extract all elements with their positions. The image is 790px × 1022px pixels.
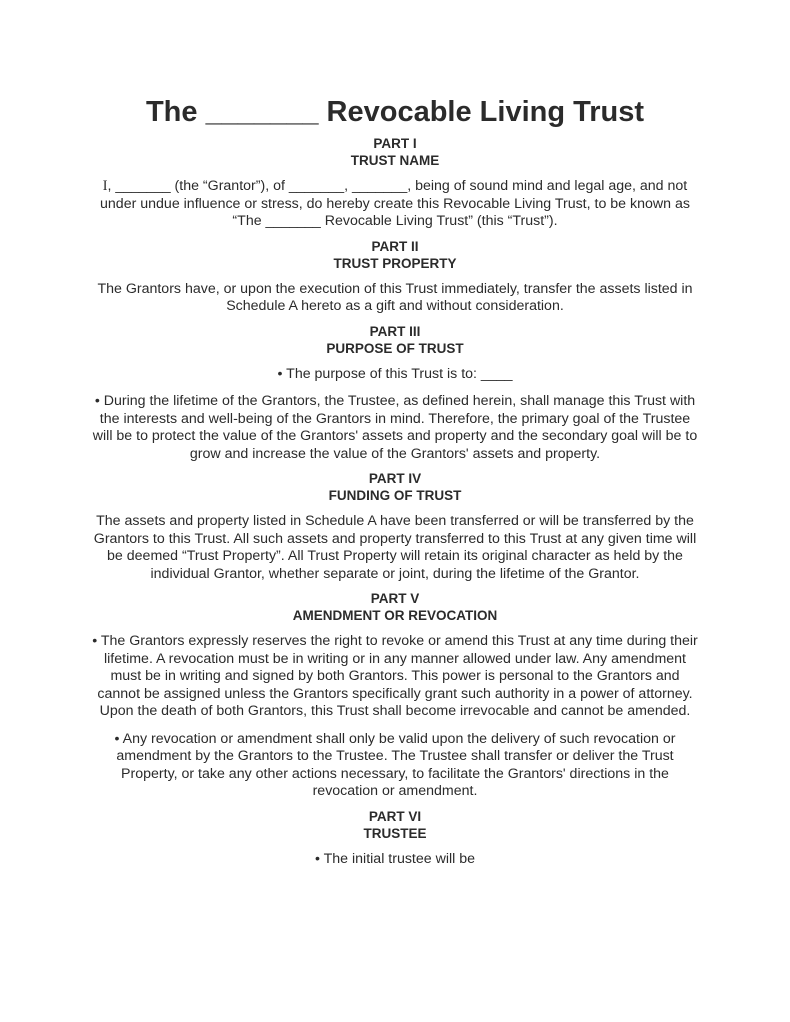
part-number: PART V [370, 591, 420, 606]
paragraph-text: , _______ (the “Grantor”), of _______, _______, being of sound mind and legal age, and not under undue influence or stress, do hereby create this Revocable Living Trust, to be known as “The _______ Revocable Living Trust” (this “Trust”). [100, 178, 690, 229]
intro-letter: I [102, 178, 108, 194]
paragraph: • The purpose of this Trust is to: ____ [277, 365, 513, 382]
paragraph [88, 178, 702, 231]
part-5 [88, 590, 702, 801]
part-4 [88, 470, 702, 583]
part-number: PART VI [368, 808, 422, 824]
paragraph: The Grantors have, or upon the execution of this Trust immediately, transfer the assets listed in Schedule A hereto as a gift and without consideration. [97, 280, 693, 314]
document-body [88, 95, 702, 868]
paragraph: • The initial trustee will be [314, 850, 476, 867]
part-heading: TRUST NAME [350, 153, 440, 168]
document-title: The _______ Revocable Living Trust [145, 96, 645, 128]
part-number: PART III [369, 323, 421, 339]
part-number: PART IV [368, 471, 422, 486]
paragraph: • During the lifetime of the Grantors, the Trustee, as defined herein, shall manage this Trust with the interests and well-being of the Grantors in mind. Therefore, the primary goal of the Trustee will be to protect the value of the Grantors' assets and property and the secondary goal will be to grow and increase the value of the Grantors' assets and property. [92, 393, 698, 462]
part-2 [88, 238, 702, 316]
part-number: PART I [373, 136, 417, 151]
part-heading: PURPOSE OF TRUST [326, 340, 464, 356]
paragraph: • The Grantors expressly reserves the right to revoke or amend this Trust at any time during their lifetime. A revocation must be in writing or in any manner allowed under law. Any amendment must be in writing and signed by both Grantors. This power is personal to the Grantors and cannot be assigned unless the Grantors specifically grant such authority in a power of attorney. Upon the death of both Grantors, this Trust shall become irrevocable and cannot be amended. [92, 633, 698, 719]
paragraph: • Any revocation or amendment shall only be valid upon the delivery of such revocation or amendment by the Grantors to the Trustee. The Trustee shall transfer or deliver the Trust Property, or take any other actions necessary, to facilitate the Grantors' directions in the revocation or amendment. [114, 730, 676, 799]
part-heading: TRUST PROPERTY [333, 255, 457, 271]
part-heading: FUNDING OF TRUST [328, 488, 462, 503]
part-heading: TRUSTEE [363, 825, 427, 841]
part-6 [88, 808, 702, 869]
part-heading: AMENDMENT OR REVOCATION [292, 608, 498, 623]
part-number: PART II [371, 238, 419, 254]
part-1 [88, 135, 702, 231]
part-3 [88, 323, 702, 464]
paragraph: The assets and property listed in Schedule A have been transferred or will be transferred by the Grantors to this Trust. All such assets and property transferred to this Trust at any given time will be deemed “Trust Property”. All Trust Property will retain its original character as held by the individual Grantor, whether separate or joint, during the lifetime of the Grantor. [93, 513, 697, 582]
